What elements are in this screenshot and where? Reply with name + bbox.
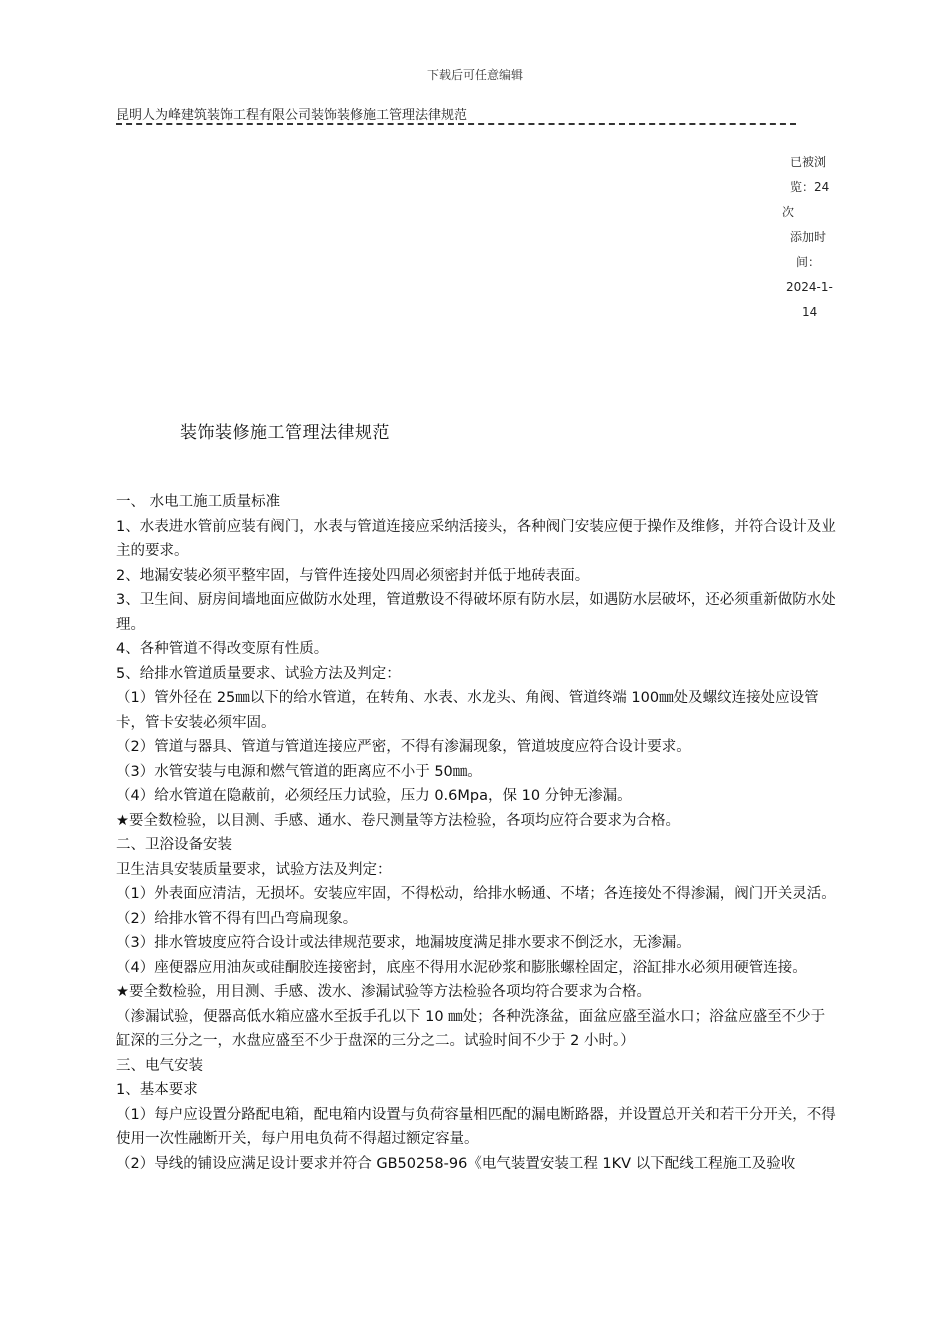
added-time-line-1: 添加时 bbox=[790, 230, 827, 244]
view-count-line-2: 览：24 bbox=[790, 180, 830, 194]
paragraph: （3）水管安装与电源和燃气管道的距离应不小于 50㎜。 bbox=[116, 763, 482, 780]
paragraph: 1、水表进水管前应装有阀门，水表与管道连接应采纳活接头，各种阀门安装应便于操作及维修，并符合设计及业主的要求。 bbox=[116, 518, 836, 559]
paragraph: （4）给水管道在隐蔽前，必须经压力试验，压力 0.6Mpa，保 10 分钟无渗漏。 bbox=[116, 788, 632, 804]
view-count-line-1: 已被浏 bbox=[790, 155, 827, 169]
paragraph: 4、各种管道不得改变原有性质。 bbox=[116, 641, 329, 657]
paragraph: （3）排水管坡度应符合设计或法律规范要求，地漏坡度满足排水要求不倒泛水，无渗漏。 bbox=[116, 935, 691, 951]
paragraph: ★要全数检验，以目测、手感、通水、卷尺测量等方法检验，各项均应符合要求为合格。 bbox=[116, 812, 680, 829]
paragraph: 3、卫生间、厨房间墙地面应做防水处理，管道敷设不得破坏原有防水层，如遇防水层破坏，还必须重新做防水处理。 bbox=[116, 592, 836, 633]
view-info bbox=[770, 150, 850, 325]
paragraph: （2）给排水管不得有凹凸弯扁现象。 bbox=[116, 910, 358, 927]
added-date-line-1: 2024-1- bbox=[786, 280, 833, 294]
paragraph: （1）每户应设置分路配电箱，配电箱内设置与负荷容量相匹配的漏电断路器，并设置总开关和若干分开关，不得使用一次性融断开关，每户用电负荷不得超过额定容量。 bbox=[116, 1106, 836, 1147]
section-heading: 一、 水电工施工质量标准 bbox=[116, 494, 281, 510]
section-heading: 三、电气安装 bbox=[116, 1057, 203, 1074]
added-time-line-2: 间： bbox=[796, 255, 821, 269]
paragraph: 2、地漏安装必须平整牢固，与管件连接处四周必须密封并低于地砖表面。 bbox=[116, 567, 590, 584]
added-date-line-2: 14 bbox=[802, 305, 818, 319]
paragraph: （2）管道与器具、管道与管道连接应严密，不得有渗漏现象，管道坡度应符合设计要求。 bbox=[116, 739, 691, 755]
paragraph: 1、基本要求 bbox=[116, 1082, 198, 1098]
paragraph: （1）管外径在 25㎜以下的给水管道，在转角、水表、水龙头、角阀、管道终端 100㎜处及螺纹连接处应设管卡，管卡安装必须牢固。 bbox=[116, 690, 819, 731]
paragraph: （渗漏试验，便器高低水箱应盛水至扳手孔以下 10 ㎜处；各种洗涤盆，面盆应盛至溢水口；浴盆应盛至不少于缸深的三分之一，水盘应盛至不少于盘深的三分之二。试验时间不少于 2 小时。） bbox=[116, 1008, 826, 1049]
document-body bbox=[116, 490, 838, 1176]
view-count-line-3: 次 bbox=[782, 205, 795, 219]
paragraph: 卫生洁具安装质量要求，试验方法及判定： bbox=[116, 861, 392, 878]
header-title: 昆明人为峰建筑装饰工程有限公司装饰装修施工管理法律规范 bbox=[116, 108, 468, 123]
header-note: 下载后可任意编辑 bbox=[426, 68, 523, 82]
paragraph: （2）导线的铺设应满足设计要求并符合 GB50258-96《电气装置安装工程 1KV 以下配线工程施工及验收 bbox=[116, 1155, 796, 1172]
paragraph: ★要全数检验，用目测、手感、泼水、渗漏试验等方法检验各项均符合要求为合格。 bbox=[116, 984, 651, 1000]
section-heading: 二、卫浴设备安装 bbox=[116, 837, 232, 853]
header-divider bbox=[116, 123, 796, 125]
document-title: 装饰装修施工管理法律规范 bbox=[180, 423, 390, 443]
paragraph: 5、给排水管道质量要求、试验方法及判定： bbox=[116, 665, 401, 682]
paragraph: （1）外表面应清洁，无损坏。安装应牢固，不得松动，给排水畅通、不堵；各连接处不得渗漏，阀门开关灵活。 bbox=[116, 886, 836, 902]
paragraph: （4）座便器应用油灰或硅酮胶连接密封，底座不得用水泥砂浆和膨胀螺栓固定，浴缸排水必须用硬管连接。 bbox=[116, 959, 807, 976]
